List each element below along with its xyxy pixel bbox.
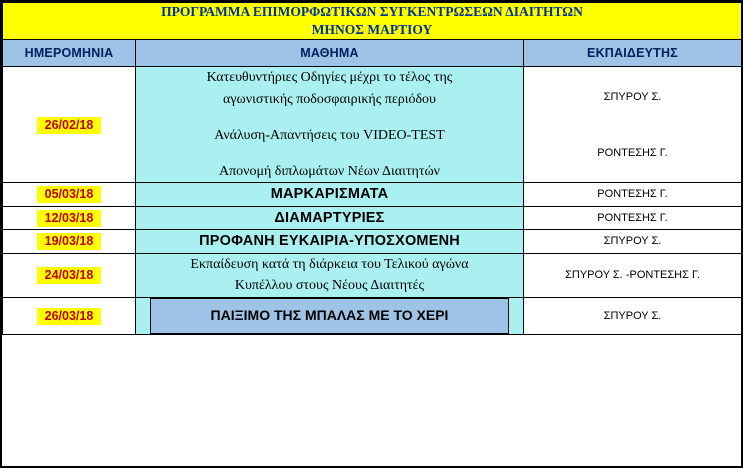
row-date-cell xyxy=(3,206,136,229)
row-lesson-cell xyxy=(136,67,524,183)
header-date: ΗΜΕΡΟΜΗΝΙΑ xyxy=(3,40,136,67)
row-date-cell xyxy=(3,297,136,334)
row-lesson-cell: ΠΡΟΦΑΝΗ ΕΥΚΑΙΡΙΑ-ΥΠΟΣΧΟΜΕΝΗ xyxy=(136,230,524,253)
row-lesson-cell xyxy=(136,253,524,297)
title-line-2: ΜΗΝΟΣ ΜΑΡΤΙΟΥ xyxy=(311,22,433,38)
row-lesson-cell xyxy=(136,297,524,334)
row-lesson-cell: ΜΑΡΚΑΡΙΣΜΑΤΑ xyxy=(136,183,524,206)
row-date-cell xyxy=(3,67,136,183)
table-row xyxy=(3,67,742,183)
teacher-spacer xyxy=(524,103,741,147)
row-teacher-cell: ΣΠΥΡΟΥ Σ. xyxy=(524,297,742,334)
lesson-line: Κυπέλλου στους Νέους Διαιτητές xyxy=(234,278,425,294)
lesson-line: Εκπαίδευση κατά τη διάρκεια του Τελικού αγώνα xyxy=(190,256,469,272)
date-badge: 26/02/18 xyxy=(37,117,102,134)
lesson-highlight-box: ΠΑΙΞΙΜΟ ΤΗΣ ΜΠΑΛΑΣ ΜΕ ΤΟ ΧΕΡΙ xyxy=(150,298,509,334)
row-teacher-cell xyxy=(524,67,742,183)
row-date-cell xyxy=(3,230,136,253)
schedule-table xyxy=(2,2,742,335)
table-row xyxy=(3,297,742,334)
date-badge: 05/03/18 xyxy=(37,186,102,203)
row-teacher-cell: ΣΠΥΡΟΥ Σ. xyxy=(524,230,742,253)
header-teacher: ΕΚΠΑΙΔΕΥΤΗΣ xyxy=(524,40,742,67)
row-date-cell xyxy=(3,183,136,206)
lesson-line: Κατευθυντήριες Οδηγίες μέχρι το τέλος της xyxy=(206,70,453,86)
table-row xyxy=(3,253,742,297)
row-teacher-cell: ΡΟΝΤΕΣΗΣ Γ. xyxy=(524,183,742,206)
lesson-line: αγωνιστικής ποδοσφαιρικής περιόδου xyxy=(223,92,436,108)
date-badge: 12/03/18 xyxy=(37,210,102,227)
header-row xyxy=(3,40,742,67)
row-teacher-cell: ΡΟΝΤΕΣΗΣ Γ. xyxy=(524,206,742,229)
title-line-1: ΠΡΟΓΡΑΜΜΑ ΕΠΙΜΟΡΦΩΤΙΚΩΝ ΣΥΓΚΕΝΤΡΩΣΕΩΝ ΔΙΑΙΤΗΤΩΝ xyxy=(161,4,583,19)
table-row xyxy=(3,183,742,206)
teacher-name: ΣΠΥΡΟΥ Σ. xyxy=(603,90,662,103)
date-badge: 24/03/18 xyxy=(37,267,102,284)
row-lesson-cell: ΔΙΑΜΑΡΤΥΡΙΕΣ xyxy=(136,206,524,229)
teacher-name: ΡΟΝΤΕΣΗΣ Γ. xyxy=(597,146,668,159)
row-date-cell xyxy=(3,253,136,297)
lesson-spacer xyxy=(136,111,523,125)
table-row xyxy=(3,230,742,253)
lesson-line: Απονομή διπλωμάτων Νέων Διαιτητών xyxy=(218,163,441,179)
lesson-spacer xyxy=(136,147,523,161)
title-row xyxy=(3,3,742,40)
lesson-line: Ανάλυση-Απαντήσεις του VIDEO-TEST xyxy=(214,127,445,143)
date-badge: 26/03/18 xyxy=(37,308,102,325)
row-teacher-cell: ΣΠΥΡΟΥ Σ. -ΡΟΝΤΕΣΗΣ Γ. xyxy=(524,253,742,297)
header-lesson: ΜΑΘΗΜΑ xyxy=(136,40,524,67)
date-badge: 19/03/18 xyxy=(37,233,102,250)
document-title xyxy=(3,3,742,40)
table-row xyxy=(3,206,742,229)
